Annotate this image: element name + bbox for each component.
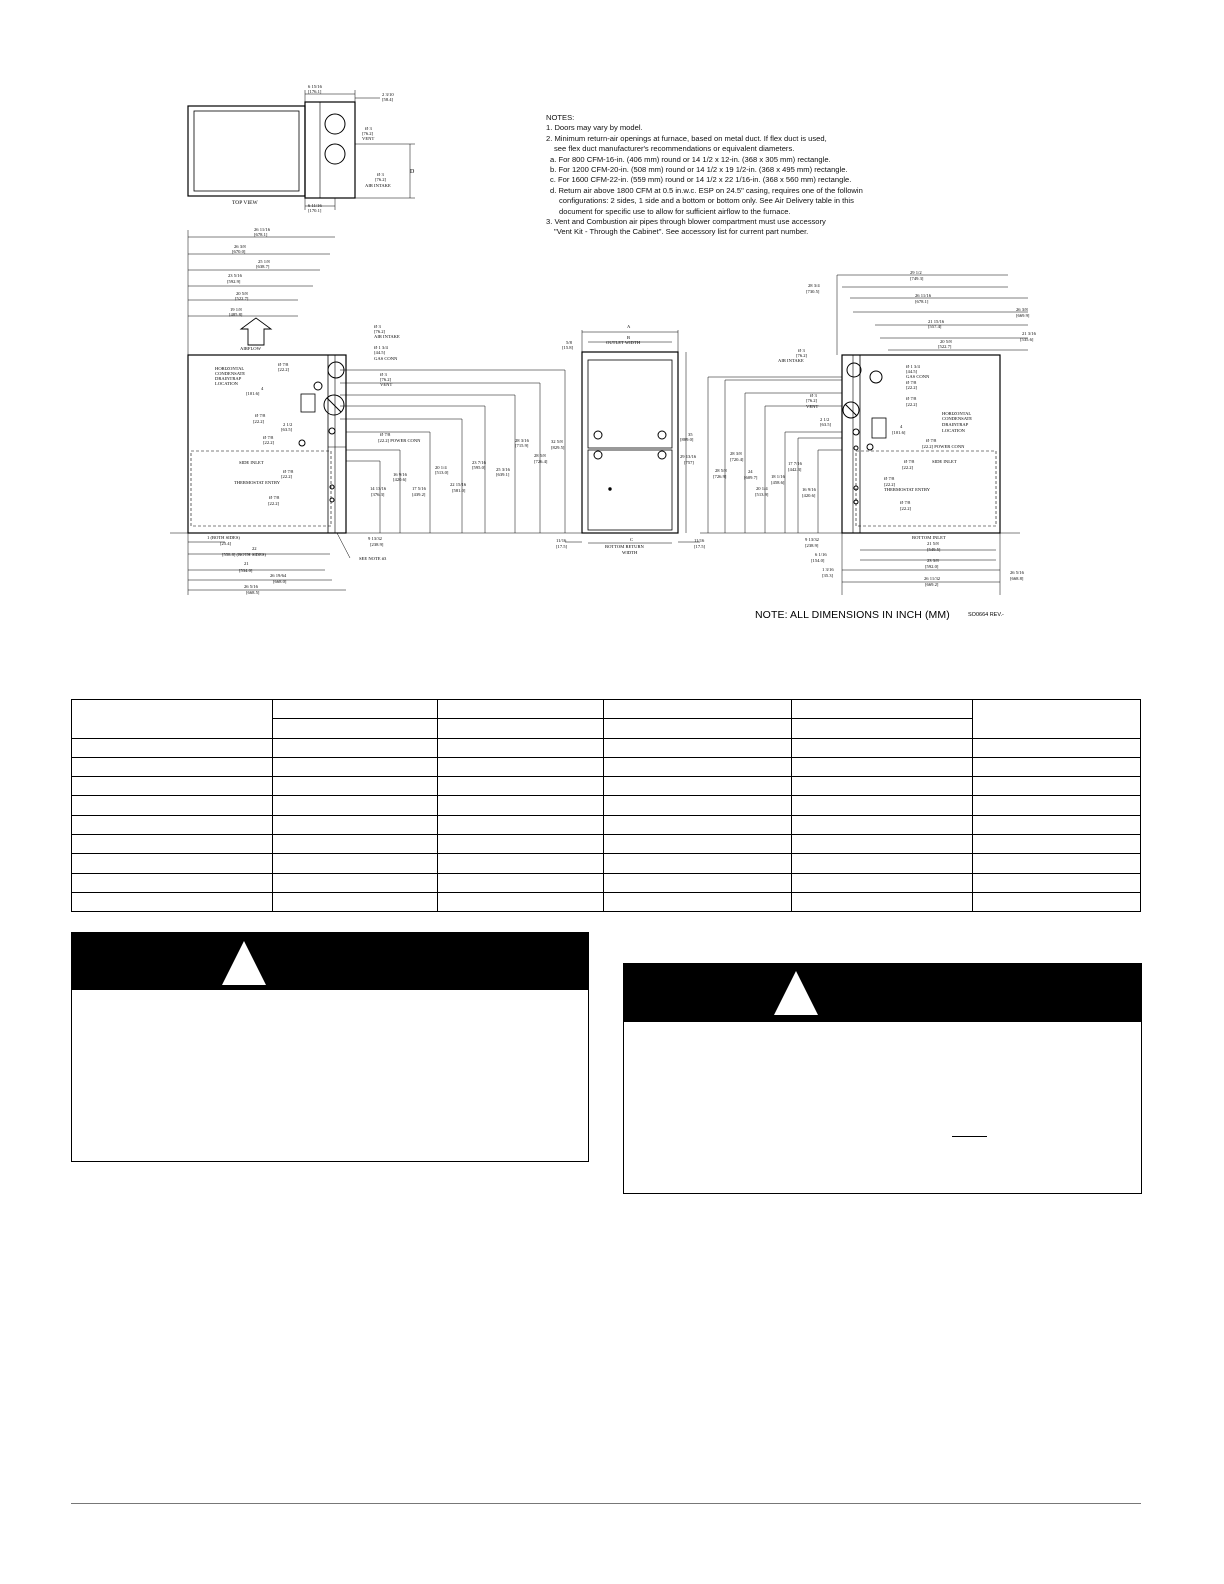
table-cell [437,873,604,892]
dim-label: 26 11/16 [254,227,271,232]
table-cell [604,796,792,815]
dim-label: [549.5] [927,547,941,552]
dim-label: 25 3/16 [496,467,510,472]
dim-label: [522.7] [938,344,952,349]
dim-label: [22.2] POWER CONN [378,438,421,443]
dim-label: 21 [244,561,249,566]
table-cell [272,796,437,815]
table-cell [973,854,1141,873]
underline-mark [952,1136,987,1137]
dim-label: D [410,169,415,175]
table-cell [72,892,273,911]
dim-label: CONDENSATE [942,416,973,421]
dim-label: Ø 7/8 [926,438,937,443]
dim-label: 14 13/16 [370,486,387,491]
dim-label: Ø 3 [377,172,384,177]
dim-label: 2 1/2 [820,417,830,422]
table-cell [604,815,792,834]
dim-label: 23 7/16 [472,460,486,465]
dim-label: [170.1] [308,208,322,213]
dim-label: [609.7] [744,475,758,480]
see-note-label: SEE NOTE #3 [359,556,387,561]
dim-label: 11/16 [556,538,567,543]
table-cell [604,738,792,757]
table-cell [72,700,273,739]
table-cell [792,757,973,776]
dim-label: [720.4] [730,457,744,462]
dim-label: Ø 3 [798,348,805,353]
dim-label: 26 5/16 [244,584,258,589]
table-cell [272,777,437,796]
top-vent-circle [325,114,345,134]
top-view-label: TOP VIEW [232,200,258,206]
footer-rule [71,1503,1141,1504]
dim-label: Ø 3 [365,126,372,131]
table-cell [72,796,273,815]
dim-label: Ø 7/8 [263,435,274,440]
table-row [72,796,1141,815]
dim-label: Ø 3 [380,372,387,377]
dim-label: [22.2] POWER CONN [922,444,965,449]
table-cell [272,815,437,834]
table-cell [973,700,1141,739]
table-cell [792,892,973,911]
dim-label: 24 [748,469,753,474]
dim-label: [668.5] [246,590,260,595]
table-cell [437,719,604,738]
table-cell [973,873,1141,892]
dim-label: 21 15/16 [928,319,945,324]
dim-label: [829.5] [551,445,565,450]
note-line: document for specific use to allow for sufficient airflow to the furnace. [559,206,791,216]
table-cell [272,700,437,719]
table-cell [792,700,973,719]
outlet-width-label: OUTLET WIDTH [606,340,641,345]
note-line: c. For 1600 CFM-22-in. (559 mm) round or 14 1/2 x 22 1/16-in. (368 x 560 mm) rectangle. [550,175,852,185]
top-intake-circle [325,144,345,164]
dim-label: 23 3/8 [927,558,939,563]
dim-label: GAS CONN [906,374,930,379]
table-cell [604,777,792,796]
dim-label: 20 5/8 [236,291,248,296]
dim-label: [513.9] [755,492,769,497]
dim-label: 22 15/16 [450,482,467,487]
dim-label: [678.1] [254,232,268,237]
dim-label: [22.2] [263,440,275,445]
dim-label: WIDTH [622,550,638,555]
dim-label: [668.8] [1010,576,1024,581]
dim-label: 20 5/8 [940,339,952,344]
table-cell [437,835,604,854]
table-row [72,777,1141,796]
dim-label: [44.5] [374,350,386,355]
table-cell [792,873,973,892]
dim-label: VENT [806,404,819,409]
dim-label: HORIZONTAL [942,411,972,416]
table-cell [272,757,437,776]
table-row [72,854,1141,873]
warning-header-bar [72,933,588,990]
dim-label: [726.4] [534,459,548,464]
table-cell [973,777,1141,796]
table-cell [272,719,437,738]
table-cell [437,700,604,719]
dim-label: Ø 7/8 [278,362,289,367]
dim-label: [592.9] [227,279,241,284]
table-row [72,757,1141,776]
dim-label: [22.2] [900,506,912,511]
dim-label: 26 11/16 [915,293,932,298]
table-cell [272,873,437,892]
dim-label: [420.6] [802,493,816,498]
dim-label: [715.9] [515,443,529,448]
table-cell [437,777,604,796]
dim-label: Ø 7/8 [906,396,917,401]
dim-label: [76.2] [375,177,387,182]
dim-label: 29 13/16 [680,454,697,459]
dim-label: 16 9/16 [393,472,407,477]
dim-label: 28 3/4 [808,283,820,288]
table-cell [604,835,792,854]
dim-label: HORIZONTAL [215,366,245,371]
table-cell [72,738,273,757]
dim-label: 5/8 [566,340,572,345]
table-cell [72,777,273,796]
dim-label: B [627,335,631,340]
dim-label: Ø 1 3/4 [374,345,388,350]
dim-label: GAS CONN [374,356,398,361]
dim-label: Ø 7/8 [255,413,266,418]
dim-label: [154.0] [811,558,825,563]
dim-label: 1 3/16 [822,567,834,572]
dim-label: [513.0] [435,470,449,475]
dim-label: [678.1] [915,299,929,304]
dim-label: AIR INTAKE [374,334,400,339]
note-line: configurations: 2 sides, 1 side and a bottom or bottom only. See Air Delivery table in this [559,196,854,206]
dim-label: [76.2] [796,353,808,358]
dim-label: [638.7] [256,264,270,269]
dim-label: 28 3/8 [730,451,742,456]
table-cell [437,815,604,834]
table-cell [272,892,437,911]
dim-label: 35 [688,432,693,437]
dim-label: [101.6] [892,430,906,435]
dim-label: [35.3] [822,573,834,578]
table-row [72,815,1141,834]
dim-label: Ø 3 [374,324,381,329]
thermostat-entry-label: THERMOSTAT ENTRY [234,480,281,485]
dim-label: THERMOSTAT ENTRY [884,487,931,492]
table-row [72,835,1141,854]
side-inlet-label: SIDE INLET [239,460,264,465]
right-side-inlet-label: SIDE INLET [932,459,957,464]
dim-label: [22.2] [253,419,265,424]
dim-label: 4 [900,424,903,429]
warning-box-right [623,963,1142,1194]
table-cell [604,719,792,738]
dim-label: Ø 3 [810,393,817,398]
note-line: 2. Minimum return-air openings at furnace, based on metal duct. If flex duct is used, [546,133,827,143]
dim-label: 25 1/8 [258,259,270,264]
table-cell [792,835,973,854]
dim-label: [639.1] [496,472,510,477]
dim-label: 1 (BOTH SIDES) [207,535,240,540]
dim-label: 6 1/16 [815,552,827,557]
dim-label: [595.0] [472,465,486,470]
dim-label: 28 3/16 [515,438,529,443]
note-line: a. For 800 CFM-16-in. (406 mm) round or 14 1/2 x 12-in. (368 x 305 mm) rectangle. [550,154,831,164]
dim-label: [22.2] [906,385,918,390]
dim-label: AIR INTAKE [778,358,804,363]
dim-label: [176.1] [308,89,322,94]
dimension-unit-note: NOTE: ALL DIMENSIONS IN INCH (MM) [755,609,950,621]
dim-label: 4 [261,386,264,391]
airflow-label: AIRFLOW [240,346,261,351]
dim-label: [376.3] [371,492,385,497]
dim-label: [485.8] [229,312,243,317]
dim-label: 23 5/16 [228,273,242,278]
dim-label: 26 3/8 [1016,307,1028,312]
dim-label: Ø 7/8 [900,500,911,505]
dim-label: 21 5/8 [927,541,939,546]
warning-triangle-icon [774,971,818,1015]
table-row [72,892,1141,911]
dim-label: 17 5/16 [412,486,426,491]
dim-label: 18 1/16 [771,474,785,479]
dim-label: 2 3/10 [382,92,394,97]
table-cell [272,835,437,854]
dim-label: [63.5] [820,422,832,427]
dim-label: LOCATION [942,428,965,433]
table-header-row [72,700,1141,719]
dim-label: [669.9] [1016,313,1030,318]
table-cell [437,854,604,873]
dim-label: 17 7/16 [788,461,802,466]
table-cell [437,738,604,757]
note-line: d. Return air above 1800 CFM at 0.5 in.w.c. ESP on 24.5" casing, requires one of the followin [550,185,863,195]
note-line: 3. Vent and Combustion air pipes through blower compartment must use accessory [546,217,826,227]
dim-label: 29 1/2 [910,270,922,275]
dim-label: [63.5] [281,427,293,432]
dim-label: [889.0] [680,437,694,442]
table-cell [604,700,792,719]
dim-label: [558.8] (BOTH SIDES) [222,552,267,557]
dim-label: [76.2] [380,377,392,382]
dim-label: [238.9] [805,543,819,548]
dim-label: [22.2] [278,367,290,372]
table-cell [792,777,973,796]
dim-label: A [627,324,631,329]
dim-label: [22.2] [884,482,896,487]
dim-label: 9 13/32 [368,536,382,541]
dim-label: 11/16 [694,538,705,543]
dimensions-table [71,699,1141,912]
dim-label: [17.5] [694,544,706,549]
table-cell [792,719,973,738]
airflow-arrow [241,318,271,345]
dim-label: [535.6] [1020,337,1034,342]
dim-label: [58.4] [382,97,394,102]
dim-label: DRAINTRAP [215,376,242,381]
dim-label: [439.2] [412,492,426,497]
dim-label: 16 9/16 [802,487,816,492]
dim-label: [726.9] [713,474,727,479]
dim-label: 6 11/16 [308,203,322,208]
dim-label: [25.4] [220,541,232,546]
dim-label: 26 19/64 [270,573,287,578]
dim-label: 20 1/4 [756,486,768,491]
dim-label: [592.0] [925,564,939,569]
warning-box-left [71,932,589,1162]
table-cell [272,854,437,873]
table-cell [604,757,792,776]
table-cell [973,892,1141,911]
dim-label: [17.5] [556,544,568,549]
dim-label: [238.9] [370,542,384,547]
dim-label: [557.4] [928,324,942,329]
dim-label: Ø 7/8 [380,432,391,437]
table-cell [792,796,973,815]
table-cell [604,892,792,911]
dim-label: Ø 7/8 [269,495,280,500]
bottom-inlet-label: BOTTOM INLET [912,535,946,540]
dim-label: [670.0] [232,249,246,254]
dim-label: [749.3] [910,276,924,281]
table-cell [72,815,273,834]
dim-label: 22 [252,546,257,551]
dim-label: [76.2] [362,131,374,136]
table-cell [973,738,1141,757]
dim-label: [730.5] [806,289,820,294]
table-row [72,738,1141,757]
dim-label: Ø 7/8 [283,469,294,474]
table-cell [437,757,604,776]
dim-label: [669.2] [925,582,939,587]
dim-label: Ø 7/8 [906,380,917,385]
dim-label: VENT [380,382,393,387]
dim-label: [522.7] [235,296,249,301]
dim-label: [420.6] [393,477,407,482]
dim-label: [76.2] [806,398,818,403]
table-cell [437,892,604,911]
table-row [72,873,1141,892]
dim-label: LOCATION [215,381,238,386]
dim-label: CONDENSATE [215,371,246,376]
dim-label: [76.2] [374,329,386,334]
dim-label: 26 5/16 [1010,570,1024,575]
dim-label: [44.5] [906,369,918,374]
right-side-casing [842,355,1000,533]
front-view-casing [582,352,678,533]
table-cell [72,757,273,776]
table-cell [72,873,273,892]
dim-label: 28 5/8 [715,468,727,473]
table-cell [72,835,273,854]
table-cell [973,815,1141,834]
dim-label: [22.2] [906,402,918,407]
top-view-outline [188,106,305,196]
drawing-notes [546,113,891,238]
dim-label: [757] [684,460,694,465]
table-cell [792,854,973,873]
dim-label: 9 13/32 [805,537,819,542]
dim-label: [15.8] [562,345,574,350]
table-cell [973,757,1141,776]
dim-label: AIR INTAKE [365,183,391,188]
dim-label: [101.6] [246,391,260,396]
dim-label: 26 3/8 [234,244,246,249]
dim-label: 26 11/32 [924,576,941,581]
table-cell [604,873,792,892]
dim-label: 32 5/8 [551,439,563,444]
dim-label: [442.3] [788,467,802,472]
dim-label: VENT [362,136,375,141]
note-line: 1. Doors may vary by model. [546,123,643,133]
table-cell [792,738,973,757]
warning-triangle-icon [222,941,266,985]
table-cell [437,796,604,815]
dim-label: [22.2] [281,474,293,479]
dim-label: 20 1/4 [435,465,447,470]
dim-label: 21 3/16 [1022,331,1036,336]
dim-label: 6 15/16 [308,84,322,89]
dim-label: [22.2] [902,465,914,470]
note-line: see flex duct manufacturer's recommendations or equivalent diameters. [554,144,795,154]
note-line: "Vent Kit - Through the Cabinet". See accessory list for current part number. [554,227,809,237]
dim-label: Ø 1 3/4 [906,364,920,369]
dim-label: [22.2] [268,501,280,506]
table-cell [604,854,792,873]
dim-label: [668.0] [273,579,287,584]
note-line: b. For 1200 CFM-20-in. (508 mm) round or 14 1/2 x 19 1/2-in. (368 x 495 mm) rectangle. [550,165,848,175]
dim-label: 19 1/8 [230,307,242,312]
dim-label: C [630,537,634,542]
table-cell [973,835,1141,854]
table-cell [72,854,273,873]
dim-label: 2 1/2 [283,422,293,427]
drawing-revision: SO0664 REV.- [968,612,1004,618]
dim-label: Ø 7/8 [904,459,915,464]
dim-label: Ø 7/8 [884,476,895,481]
dim-label: DRAINTRAP [942,422,969,427]
bottom-return-label: BOTTOM RETURN [605,544,644,549]
table-cell [272,738,437,757]
dim-label: [534.0] [239,568,253,573]
table-cell [973,796,1141,815]
dim-label: [458.6] [771,480,785,485]
table-cell [792,815,973,834]
notes-title: NOTES: [546,113,575,122]
dim-label: 28 5/8 [534,453,546,458]
dim-label: [581.0] [452,488,466,493]
warning-header-bar [624,964,1141,1022]
